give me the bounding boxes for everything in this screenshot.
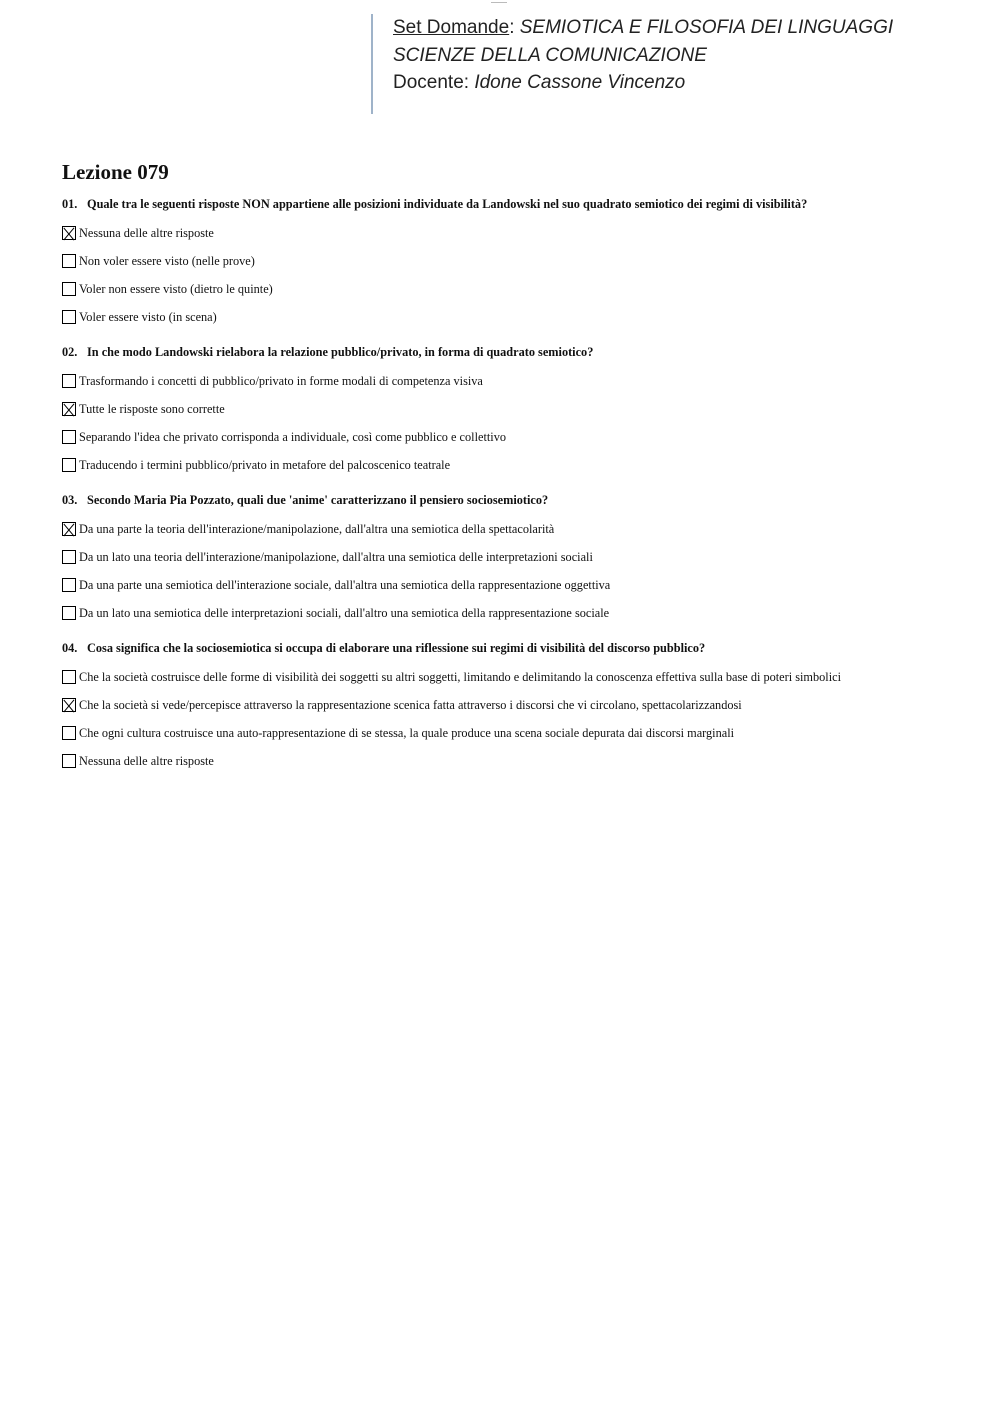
question-4 (62, 640, 962, 775)
answer-label: Nessuna delle altre risposte (79, 754, 214, 768)
checkbox-icon[interactable] (62, 606, 76, 620)
checked-checkbox-icon[interactable] (62, 402, 76, 416)
answer-label: Trasformando i concetti di pubblico/privato in forme modali di competenza visiva (79, 374, 483, 388)
question-3 (62, 492, 962, 627)
checkbox-icon[interactable] (62, 430, 76, 444)
checked-checkbox-icon[interactable] (62, 226, 76, 240)
answer-option[interactable] (62, 719, 962, 747)
question-text (62, 196, 962, 214)
answer-option[interactable] (62, 571, 962, 599)
checked-checkbox-icon[interactable] (62, 522, 76, 536)
question-1 (62, 196, 962, 331)
answer-option[interactable] (62, 367, 962, 395)
answer-option[interactable] (62, 395, 962, 423)
question-text (62, 640, 962, 658)
answer-label: Voler essere visto (in scena) (79, 310, 217, 324)
course-title: SEMIOTICA E FILOSOFIA DEI LINGUAGGI (519, 17, 894, 38)
question-text (62, 492, 962, 510)
answer-option[interactable] (62, 451, 962, 479)
question-list (62, 196, 962, 788)
question-body: Secondo Maria Pia Pozzato, quali due 'anime' caratterizzano il pensiero sociosemiotico? (87, 493, 549, 507)
checkbox-icon[interactable] (62, 458, 76, 472)
question-text (62, 344, 962, 362)
answer-option[interactable] (62, 247, 962, 275)
teacher-label: Docente: (393, 72, 470, 93)
question-number: 01. (62, 197, 78, 211)
document-header (371, 14, 953, 114)
checkbox-icon[interactable] (62, 254, 76, 268)
question-body: Cosa significa che la sociosemiotica si occupa di elaborare una riflessione sui regimi di visibilità del discorso pubblico? (87, 641, 706, 655)
answer-option[interactable] (62, 691, 962, 719)
set-label-colon: : (509, 17, 515, 38)
answer-label: Tutte le risposte sono corrette (79, 402, 225, 416)
checkbox-icon[interactable] (62, 374, 76, 388)
answer-option[interactable] (62, 599, 962, 627)
checkbox-icon[interactable] (62, 670, 76, 684)
answer-option[interactable] (62, 747, 962, 775)
answer-label: Che ogni cultura costruisce una auto-rappresentazione di se stessa, la quale produce una scena sociale depurata dai discorsi marginali (79, 726, 735, 740)
answer-option[interactable] (62, 275, 962, 303)
answer-label: Da una parte la teoria dell'interazione/manipolazione, dall'altra una semiotica della spettacolarità (79, 522, 555, 536)
answer-option[interactable] (62, 303, 962, 331)
answer-option[interactable] (62, 515, 962, 543)
answer-label: Da una parte una semiotica dell'interazione sociale, dall'altra una semiotica della rappresentazione oggettiva (79, 578, 611, 592)
answer-option[interactable] (62, 543, 962, 571)
question-number: 02. (62, 345, 78, 359)
checkbox-icon[interactable] (62, 310, 76, 324)
header-course-line (393, 14, 953, 42)
header-teacher-line (393, 69, 953, 97)
question-number: 03. (62, 493, 78, 507)
program-name: SCIENZE DELLA COMUNICAZIONE (393, 44, 707, 66)
answer-label: Non voler essere visto (nelle prove) (79, 254, 255, 268)
question-2 (62, 344, 962, 479)
page-top-mark (491, 2, 507, 3)
lesson-title: Lezione 079 (62, 160, 169, 184)
checkbox-icon[interactable] (62, 754, 76, 768)
question-body: In che modo Landowski rielabora la relazione pubblico/privato, in forma di quadrato semiotico? (87, 345, 594, 359)
answer-label: Che la società si vede/percepisce attraverso la rappresentazione scenica fatta attraverso i discorsi che vi circolano, spettacolarizzandosi (79, 698, 742, 712)
answer-label: Da un lato una teoria dell'interazione/manipolazione, dall'altra una semiotica delle interpretazioni sociali (79, 550, 593, 564)
teacher-name: Idone Cassone Vincenzo (474, 72, 686, 93)
answer-option[interactable] (62, 219, 962, 247)
answer-label: Traducendo i termini pubblico/privato in metafore del palcoscenico teatrale (79, 458, 451, 472)
set-label: Set Domande (393, 17, 510, 38)
answer-label: Che la società costruisce delle forme di visibilità dei soggetti su altri soggetti, limitando e delimitando la conoscenza effettiva sulla base di poteri simbolici (79, 670, 841, 684)
checkbox-icon[interactable] (62, 726, 76, 740)
answer-option[interactable] (62, 663, 962, 691)
checkbox-icon[interactable] (62, 550, 76, 564)
answer-label: Nessuna delle altre risposte (79, 226, 214, 240)
question-number: 04. (62, 641, 78, 655)
question-body: Quale tra le seguenti risposte NON appartiene alle posizioni individuate da Landowski nel suo quadrato semiotico dei regimi di visibilità? (87, 197, 808, 211)
answer-option[interactable] (62, 423, 962, 451)
answer-label: Da un lato una semiotica delle interpretazioni sociali, dall'altro una semiotica della rappresentazione sociale (79, 606, 610, 620)
checkbox-icon[interactable] (62, 578, 76, 592)
checkbox-icon[interactable] (62, 282, 76, 296)
checked-checkbox-icon[interactable] (62, 698, 76, 712)
answer-label: Separando l'idea che privato corrisponda a individuale, così come pubblico e collettivo (79, 430, 507, 444)
answer-label: Voler non essere visto (dietro le quinte) (79, 282, 273, 296)
